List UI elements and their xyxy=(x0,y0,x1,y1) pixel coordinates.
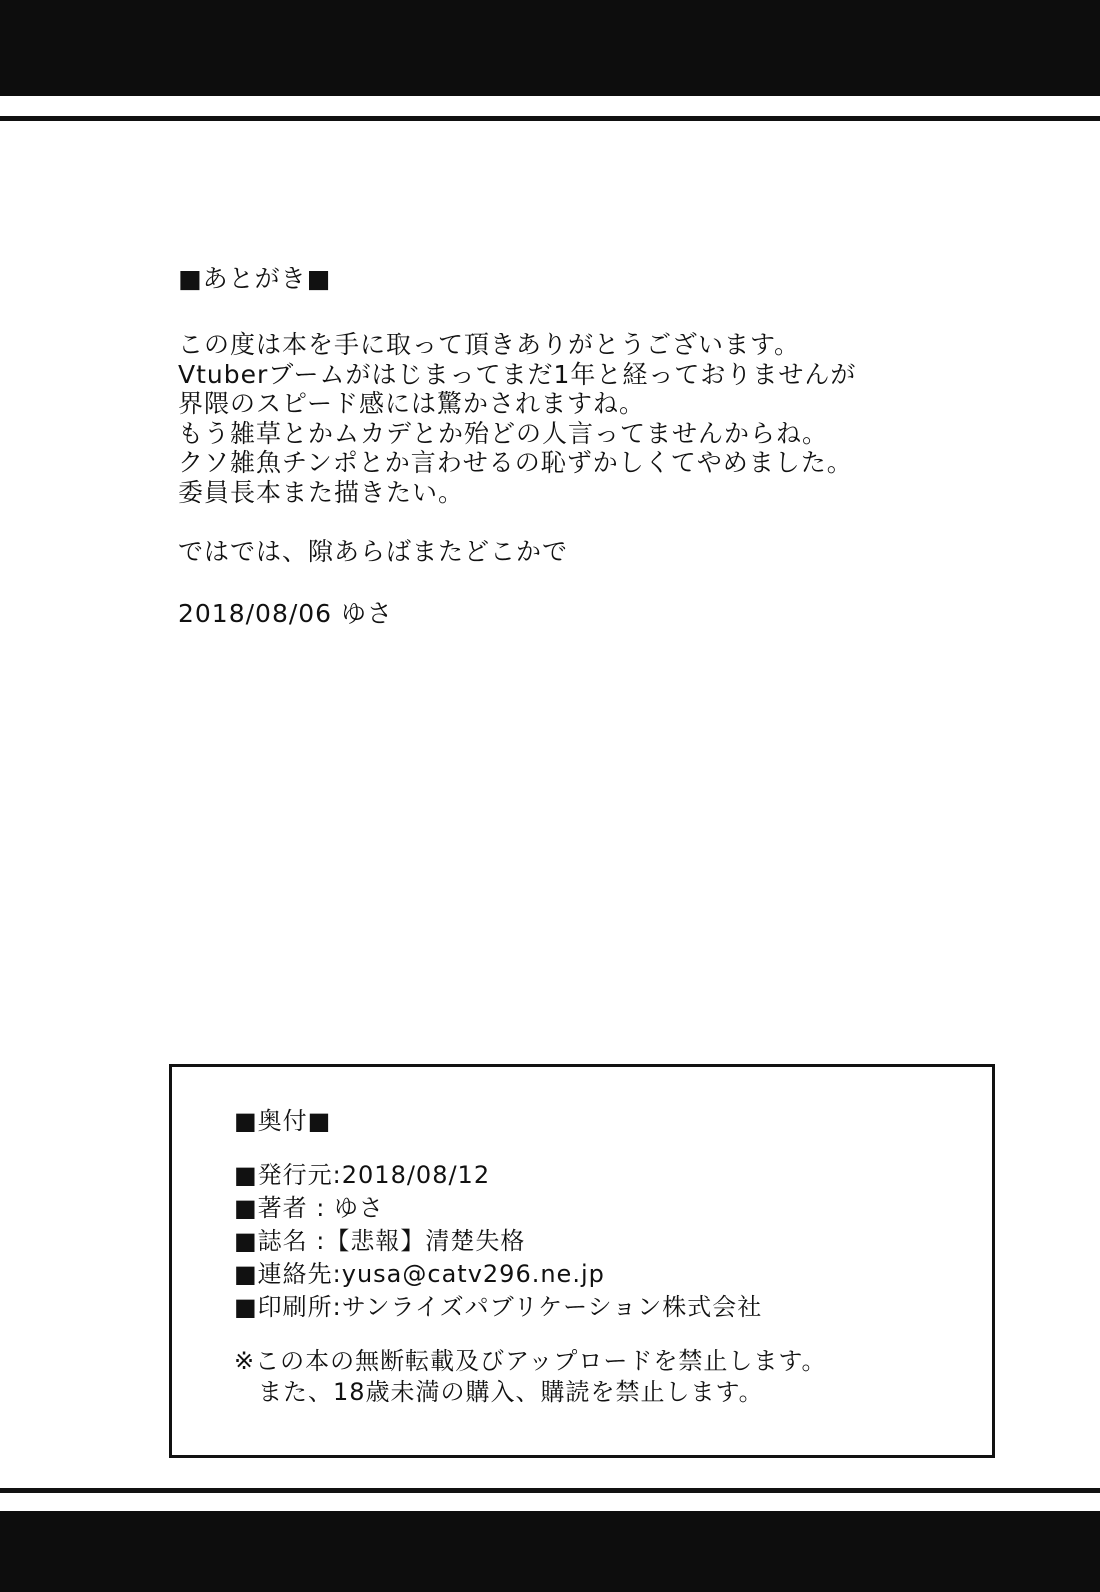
top-black-band xyxy=(0,0,1100,96)
colophon-notices xyxy=(234,1346,974,1408)
afterword-line: もう雑草とかムカデとか殆どの人言ってませんからね。 xyxy=(178,418,829,448)
afterword-closing: ではでは、隙あらばまたどこかで xyxy=(178,537,569,566)
afterword-line: この度は本を手に取って頂きありがとうございます。 xyxy=(178,330,801,359)
afterword-section xyxy=(178,262,898,631)
colophon-content xyxy=(234,1105,974,1408)
colophon-item-contact: ■連絡先:yusa@catv296.ne.jp xyxy=(234,1260,605,1288)
colophon-item-publish-date: ■発行元:2018/08/12 xyxy=(234,1161,491,1189)
afterword-line: 委員長本また描きたい。 xyxy=(178,477,465,507)
afterword-heading: ■あとがき■ xyxy=(178,264,332,293)
afterword-line: クソ雑魚チンポとか言わせるの恥ずかしくてやめました。 xyxy=(178,448,853,477)
colophon-title: ■奥付■ xyxy=(234,1107,332,1135)
colophon-items xyxy=(234,1159,974,1324)
bottom-black-band xyxy=(0,1511,1100,1592)
afterword-signature: 2018/08/06 ゆさ xyxy=(178,599,394,628)
colophon-item-printer: ■印刷所:サンライズパブリケーション株式会社 xyxy=(234,1293,763,1321)
notice-line: ※この本の無断転載及びアップロードを禁止します。 xyxy=(234,1347,827,1375)
bottom-divider-rule xyxy=(0,1488,1100,1493)
afterword-body xyxy=(178,330,898,507)
colophon-box xyxy=(169,1064,995,1458)
afterword-line: Vtuberブームがはじまってまだ1年と経っておりませんが xyxy=(178,359,857,389)
notice-line: また、18歳未満の購入、購読を禁止します。 xyxy=(258,1378,764,1406)
colophon-item-title: ■誌名 :【悲報】清楚失格 xyxy=(234,1227,526,1255)
colophon-item-author: ■著者 : ゆさ xyxy=(234,1194,385,1222)
afterword-line: 界隈のスピード感には驚かされますね。 xyxy=(178,389,646,418)
top-divider-rule xyxy=(0,116,1100,121)
